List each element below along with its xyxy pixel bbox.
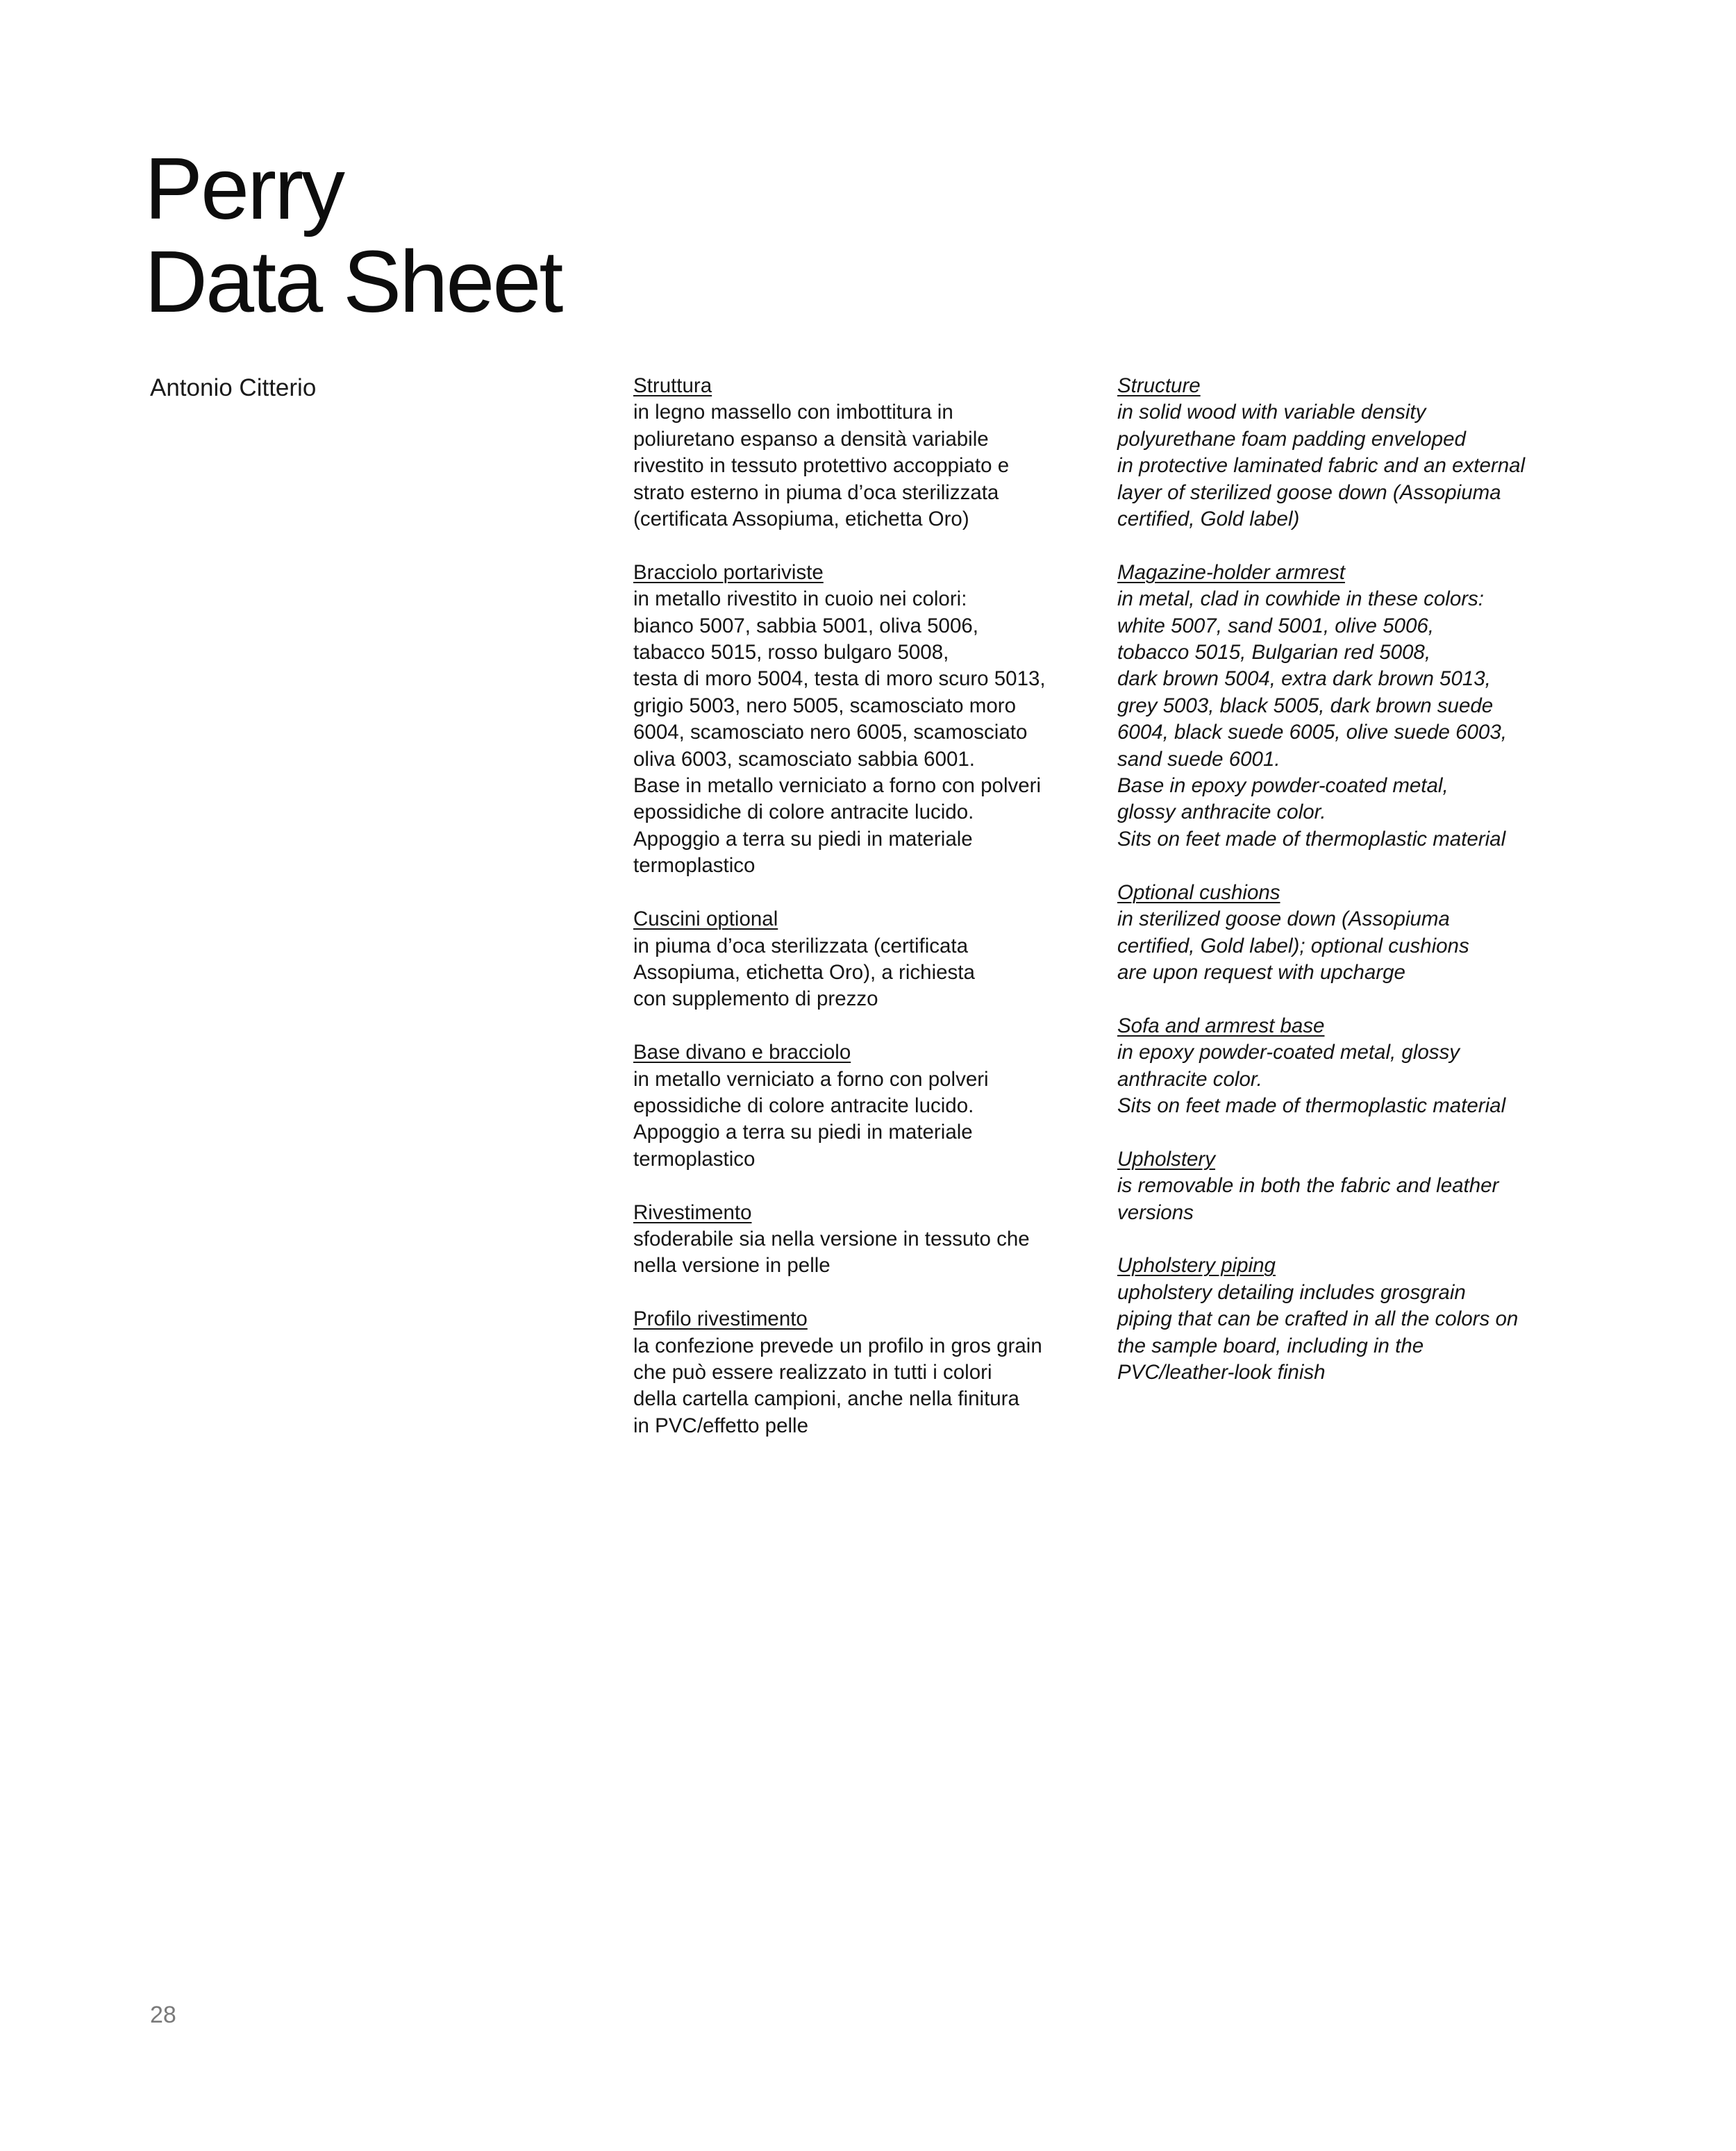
section-text: in piuma d’oca sterilizzata (certificata Assopiuma, etichetta Oro), a richiesta con supplemento di prezzo [633, 934, 975, 1011]
designer-name: Antonio Citterio [150, 374, 317, 401]
spec-section-base-divano [633, 1039, 1105, 1173]
section-heading: Structure [1117, 374, 1201, 397]
english-column [1117, 373, 1589, 1413]
section-text: in solid wood with variable density polyurethane foam padding enveloped in protective laminated fabric and an external layer of sterilized goose down (Assopiuma certified, Gold label) [1117, 401, 1526, 531]
section-heading: Bracciolo portariviste [633, 560, 824, 584]
section-text: in metallo rivestito in cuoio nei colori: bianco 5007, sabbia 5001, oliva 5006, tabacco 5015, rosso bulgaro 5008, testa di moro 5004, testa di moro scuro 5013, grigio 5003, nero 5005, scamosciato moro 6004, scamosciato nero 6005, scamosciato oliva 6003, scamosciato sabbia 6001. Base in metallo verniciato a forno con polveri epossidiche di colore antracite lucido. Appoggio a terra su piedi in materiale termoplastico [633, 587, 1046, 878]
section-heading: Cuscini optional [633, 907, 778, 931]
title-line-product: Perry [144, 140, 344, 237]
section-heading: Sofa and armrest base [1117, 1014, 1325, 1037]
spec-section-rivestimento [633, 1200, 1105, 1280]
section-heading: Rivestimento [633, 1200, 752, 1224]
section-text: sfoderabile sia nella versione in tessuto che nella versione in pelle [633, 1227, 1030, 1278]
section-text: is removable in both the fabric and leather versions [1117, 1174, 1499, 1224]
spec-section-upholstery-piping [1117, 1253, 1589, 1386]
section-text: in sterilized goose down (Assopiuma certified, Gold label); optional cushions are upon request with upcharge [1117, 907, 1469, 984]
spec-section-profilo-rivestimento [633, 1306, 1105, 1439]
section-heading: Upholstery piping [1117, 1254, 1276, 1278]
spec-section-struttura [633, 373, 1105, 533]
section-heading: Magazine-holder armrest [1117, 560, 1345, 584]
section-text: in epoxy powder-coated metal, glossy anthracite color. Sits on feet made of thermoplastic material [1117, 1041, 1506, 1117]
section-heading: Base divano e bracciolo [633, 1041, 851, 1064]
spec-section-cuscini-optional [633, 906, 1105, 1013]
section-text: upholstery detailing includes grosgrain piping that can be crafted in all the colors on the sample board, including in the PVC/leather-look finish [1117, 1280, 1519, 1384]
section-text: in metal, clad in cowhide in these colors: white 5007, sand 5001, olive 5006, tobacco 5015, Bulgarian red 5008, dark brown 5004, extra dark brown 5013, grey 5003, black 5005, dark brown suede 6004, black suede 6005, olive suede 6003, sand suede 6001. Base in epoxy powder-coated metal, glossy anthracite color. Sits on feet made of thermoplastic material [1117, 587, 1507, 851]
page-number: 28 [150, 2002, 176, 2028]
section-text: in legno massello con imbottitura in poliuretano espanso a densità variabile rivestito in tessuto protettivo accoppiato e strato esterno in piuma d’oca sterilizzata (certificata Assopiuma, etichetta Oro) [633, 401, 1010, 531]
page-title [144, 142, 561, 328]
section-heading: Struttura [633, 374, 712, 397]
spec-section-sofa-armrest-base [1117, 1013, 1589, 1120]
spec-section-optional-cushions [1117, 880, 1589, 987]
spec-section-structure [1117, 373, 1589, 533]
italian-column [633, 373, 1105, 1466]
spec-section-magazine-holder-armrest [1117, 560, 1589, 853]
section-text: la confezione prevede un profilo in gros grain che può essere realizzato in tutti i colori della cartella campioni, anche nella finitura in PVC/effetto pelle [633, 1334, 1042, 1437]
section-text: in metallo verniciato a forno con polveri epossidiche di colore antracite lucido. Appoggio a terra su piedi in materiale termoplastico [633, 1067, 989, 1171]
spec-section-bracciolo-portariviste [633, 560, 1105, 880]
section-heading: Upholstery [1117, 1147, 1216, 1171]
title-line-sheet: Data Sheet [144, 233, 562, 330]
section-heading: Profilo rivestimento [633, 1307, 808, 1331]
spec-section-upholstery [1117, 1146, 1589, 1226]
section-heading: Optional cushions [1117, 880, 1280, 904]
